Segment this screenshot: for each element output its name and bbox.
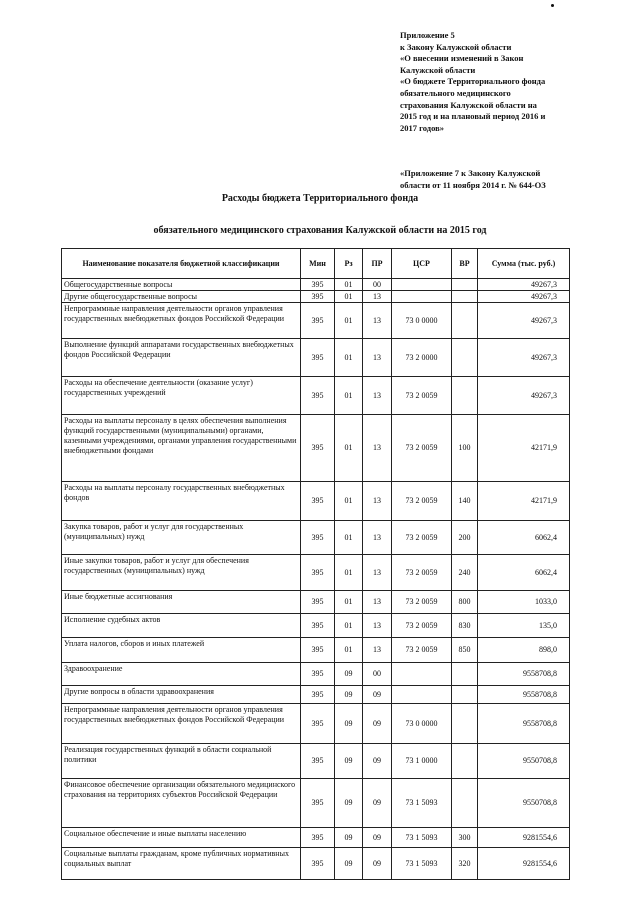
- row-sum-cell: 1033,0: [478, 591, 570, 614]
- row-sum-cell: 9281554,6: [478, 848, 570, 880]
- row-vr-cell: [452, 339, 478, 377]
- row-pr-cell: 13: [363, 303, 392, 339]
- row-min-cell: 395: [301, 638, 335, 663]
- row-name-cell: Уплата налогов, сборов и иных платежей: [62, 638, 301, 663]
- reference-line: «Приложение 7 к Закону Калужской: [400, 168, 541, 178]
- row-vr-cell: 300: [452, 828, 478, 848]
- row-csr-cell: 73 2 0059: [392, 521, 452, 555]
- row-name-cell: Закупка товаров, работ и услуг для государственных (муниципальных) нужд: [62, 521, 301, 555]
- row-sum-cell: 9281554,6: [478, 828, 570, 848]
- row-vr-cell: [452, 291, 478, 303]
- row-rz-cell: 01: [335, 291, 363, 303]
- row-vr-cell: [452, 279, 478, 291]
- row-sum-cell: 49267,3: [478, 279, 570, 291]
- appendix-line: страхования Калужской области на: [400, 99, 537, 110]
- row-min-cell: 395: [301, 291, 335, 303]
- row-csr-cell: 73 2 0059: [392, 482, 452, 521]
- column-header-csr: ЦСР: [392, 249, 452, 279]
- row-name-cell: Расходы на обеспечение деятельности (оказание услуг) государственных учреждений: [62, 377, 301, 415]
- row-vr-cell: 240: [452, 555, 478, 591]
- row-min-cell: 395: [301, 482, 335, 521]
- row-vr-cell: 800: [452, 591, 478, 614]
- row-name-cell: Расходы на выплаты персоналу в целях обеспечения выполнения функций государственными (муниципальными) органами, казенными учреждениями, органами управления государственными внебюджетными фондами: [62, 415, 301, 482]
- table-row: [62, 663, 570, 686]
- row-pr-cell: 13: [363, 339, 392, 377]
- row-min-cell: 395: [301, 415, 335, 482]
- row-pr-cell: 13: [363, 291, 392, 303]
- row-vr-cell: [452, 377, 478, 415]
- row-sum-cell: 9550708,8: [478, 779, 570, 828]
- row-csr-cell: 73 2 0059: [392, 591, 452, 614]
- row-rz-cell: 01: [335, 415, 363, 482]
- row-min-cell: 395: [301, 663, 335, 686]
- row-csr-cell: 73 2 0000: [392, 339, 452, 377]
- table-body: [62, 279, 570, 880]
- row-min-cell: 395: [301, 339, 335, 377]
- row-pr-cell: 00: [363, 279, 392, 291]
- row-rz-cell: 01: [335, 482, 363, 521]
- row-vr-cell: 830: [452, 614, 478, 638]
- row-pr-cell: 09: [363, 828, 392, 848]
- row-pr-cell: 09: [363, 686, 392, 704]
- row-min-cell: 395: [301, 377, 335, 415]
- row-csr-cell: 73 0 0000: [392, 704, 452, 744]
- row-rz-cell: 01: [335, 339, 363, 377]
- row-csr-cell: 73 2 0059: [392, 555, 452, 591]
- row-min-cell: 395: [301, 591, 335, 614]
- row-rz-cell: 01: [335, 591, 363, 614]
- row-rz-cell: 01: [335, 279, 363, 291]
- appendix-line: к Закону Калужской области: [400, 41, 512, 52]
- row-csr-cell: [392, 686, 452, 704]
- row-sum-cell: 135,0: [478, 614, 570, 638]
- row-pr-cell: 13: [363, 555, 392, 591]
- row-rz-cell: 09: [335, 744, 363, 779]
- appendix-header: [400, 30, 600, 134]
- row-sum-cell: 9550708,8: [478, 744, 570, 779]
- expenses-table: [61, 248, 570, 880]
- row-name-cell: Расходы на выплаты персоналу государственных внебюджетных фондов: [62, 482, 301, 521]
- table-row: [62, 291, 570, 303]
- row-pr-cell: 13: [363, 638, 392, 663]
- row-name-cell: Исполнение судебных актов: [62, 614, 301, 638]
- row-name-cell: Реализация государственных функций в области социальной политики: [62, 744, 301, 779]
- row-pr-cell: 09: [363, 704, 392, 744]
- row-rz-cell: 09: [335, 779, 363, 828]
- row-vr-cell: [452, 744, 478, 779]
- row-name-cell: Выполнение функций аппаратами государственных внебюджетных фондов Российской Федерации: [62, 339, 301, 377]
- row-rz-cell: 01: [335, 555, 363, 591]
- row-csr-cell: 73 2 0059: [392, 377, 452, 415]
- column-header-sum: Сумма (тыс. руб.): [478, 249, 570, 279]
- row-csr-cell: [392, 279, 452, 291]
- row-sum-cell: 898,0: [478, 638, 570, 663]
- row-rz-cell: 09: [335, 704, 363, 744]
- table-row: [62, 482, 570, 521]
- document-title-line1: Расходы бюджета Территориального фонда: [221, 193, 419, 204]
- row-name-cell: Финансовое обеспечение организации обязательного медицинского страхования на территориях субъектов Российской Федерации: [62, 779, 301, 828]
- row-min-cell: 395: [301, 704, 335, 744]
- row-min-cell: 395: [301, 828, 335, 848]
- row-min-cell: 395: [301, 555, 335, 591]
- row-csr-cell: [392, 291, 452, 303]
- row-rz-cell: 01: [335, 614, 363, 638]
- row-rz-cell: 01: [335, 303, 363, 339]
- table-row: [62, 339, 570, 377]
- row-pr-cell: 09: [363, 779, 392, 828]
- appendix-line: Калужской области: [400, 64, 476, 75]
- appendix-line: «О внесении изменений в Закон: [400, 53, 524, 64]
- table-row: [62, 415, 570, 482]
- table-header-row: [62, 249, 570, 279]
- row-min-cell: 395: [301, 303, 335, 339]
- row-pr-cell: 13: [363, 482, 392, 521]
- row-csr-cell: 73 2 0059: [392, 415, 452, 482]
- reference-note: [400, 167, 600, 191]
- row-vr-cell: 100: [452, 415, 478, 482]
- row-pr-cell: 13: [363, 415, 392, 482]
- row-sum-cell: 49267,3: [478, 291, 570, 303]
- row-sum-cell: 9558708,8: [478, 704, 570, 744]
- row-sum-cell: 42171,9: [478, 415, 570, 482]
- row-name-cell: Другие общегосударственные вопросы: [62, 291, 301, 303]
- row-rz-cell: 09: [335, 828, 363, 848]
- row-name-cell: Другие вопросы в области здравоохранения: [62, 686, 301, 704]
- row-rz-cell: 09: [335, 686, 363, 704]
- row-csr-cell: 73 2 0059: [392, 638, 452, 663]
- row-min-cell: 395: [301, 848, 335, 880]
- row-sum-cell: 9558708,8: [478, 663, 570, 686]
- row-name-cell: Непрограммные направления деятельности органов управления государственных внебюджетных фондов Российской Федерации: [62, 704, 301, 744]
- appendix-line: 2017 годов»: [400, 122, 444, 133]
- row-vr-cell: [452, 704, 478, 744]
- row-sum-cell: 42171,9: [478, 482, 570, 521]
- row-min-cell: 395: [301, 614, 335, 638]
- table-row: [62, 555, 570, 591]
- row-vr-cell: 320: [452, 848, 478, 880]
- row-pr-cell: 13: [363, 614, 392, 638]
- row-name-cell: Иные бюджетные ассигнования: [62, 591, 301, 614]
- row-rz-cell: 01: [335, 638, 363, 663]
- row-vr-cell: [452, 663, 478, 686]
- row-csr-cell: 73 0 0000: [392, 303, 452, 339]
- row-name-cell: Общегосударственные вопросы: [62, 279, 301, 291]
- row-name-cell: Непрограммные направления деятельности органов управления государственных внебюджетных фондов Российской Федерации: [62, 303, 301, 339]
- row-pr-cell: 09: [363, 744, 392, 779]
- row-csr-cell: 73 1 5093: [392, 828, 452, 848]
- table-row: [62, 591, 570, 614]
- row-csr-cell: 73 1 0000: [392, 744, 452, 779]
- appendix-line: 2015 год и на плановый период 2016 и: [400, 111, 546, 122]
- table-row: [62, 744, 570, 779]
- row-name-cell: Иные закупки товаров, работ и услуг для обеспечения государственных (муниципальных) нужд: [62, 555, 301, 591]
- table-row: [62, 377, 570, 415]
- page-dot-mark: [551, 4, 554, 7]
- table-row: [62, 686, 570, 704]
- table-row: [62, 828, 570, 848]
- row-rz-cell: 01: [335, 521, 363, 555]
- row-pr-cell: 13: [363, 521, 392, 555]
- row-rz-cell: 09: [335, 663, 363, 686]
- row-vr-cell: [452, 779, 478, 828]
- row-name-cell: Социальные выплаты гражданам, кроме публичных нормативных социальных выплат: [62, 848, 301, 880]
- row-min-cell: 395: [301, 521, 335, 555]
- document-title-line2: обязательного медицинского страхования Калужской области на 2015 год: [153, 225, 487, 236]
- row-sum-cell: 49267,3: [478, 339, 570, 377]
- reference-line: области от 11 ноября 2014 г. № 644-ОЗ: [400, 180, 546, 190]
- table-row: [62, 279, 570, 291]
- column-header-rz: Рз: [335, 249, 363, 279]
- row-pr-cell: 13: [363, 377, 392, 415]
- row-pr-cell: 00: [363, 663, 392, 686]
- row-sum-cell: 6062,4: [478, 521, 570, 555]
- row-vr-cell: 850: [452, 638, 478, 663]
- appendix-line: Приложение 5: [400, 30, 455, 40]
- table-row: [62, 638, 570, 663]
- table-row: [62, 848, 570, 880]
- row-name-cell: Социальное обеспечение и иные выплаты населению: [62, 828, 301, 848]
- row-sum-cell: 49267,3: [478, 303, 570, 339]
- row-min-cell: 395: [301, 779, 335, 828]
- row-sum-cell: 49267,3: [478, 377, 570, 415]
- row-csr-cell: [392, 663, 452, 686]
- table-row: [62, 779, 570, 828]
- row-min-cell: 395: [301, 279, 335, 291]
- row-csr-cell: 73 1 5093: [392, 779, 452, 828]
- row-min-cell: 395: [301, 686, 335, 704]
- row-csr-cell: 73 1 5093: [392, 848, 452, 880]
- appendix-line: обязательного медицинского: [400, 87, 511, 98]
- row-pr-cell: 09: [363, 848, 392, 880]
- row-vr-cell: [452, 686, 478, 704]
- table-row: [62, 614, 570, 638]
- row-min-cell: 395: [301, 744, 335, 779]
- column-header-min: Мин: [301, 249, 335, 279]
- column-header-vr: ВР: [452, 249, 478, 279]
- table-row: [62, 521, 570, 555]
- row-sum-cell: 6062,4: [478, 555, 570, 591]
- column-header-name: Наименование показателя бюджетной классификации: [62, 249, 301, 279]
- appendix-line: «О бюджете Территориального фонда: [400, 76, 546, 87]
- row-sum-cell: 9558708,8: [478, 686, 570, 704]
- row-vr-cell: 140: [452, 482, 478, 521]
- column-header-pr: ПР: [363, 249, 392, 279]
- row-rz-cell: 01: [335, 377, 363, 415]
- row-vr-cell: [452, 303, 478, 339]
- row-name-cell: Здравоохранение: [62, 663, 301, 686]
- table-row: [62, 303, 570, 339]
- row-rz-cell: 09: [335, 848, 363, 880]
- row-pr-cell: 13: [363, 591, 392, 614]
- table-row: [62, 704, 570, 744]
- row-csr-cell: 73 2 0059: [392, 614, 452, 638]
- row-vr-cell: 200: [452, 521, 478, 555]
